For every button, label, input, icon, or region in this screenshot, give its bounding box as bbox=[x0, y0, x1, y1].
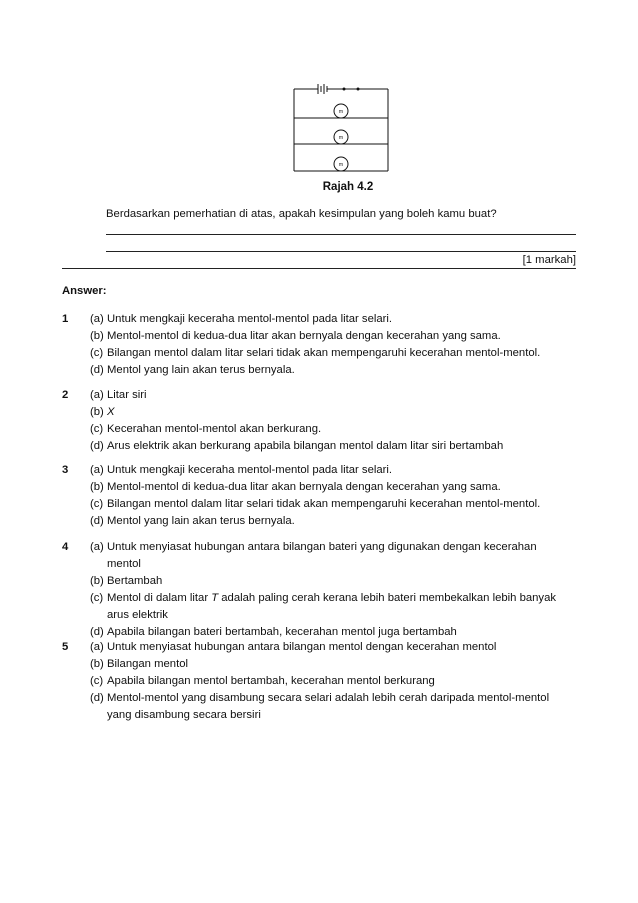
item-text: adalah paling cerah kerana lebih bateri membekalkan lebih banyak bbox=[218, 592, 557, 604]
item-label: (b) bbox=[90, 575, 104, 587]
answer-item bbox=[90, 347, 540, 359]
item-text: Litar siri bbox=[107, 389, 147, 401]
answer-item bbox=[90, 440, 503, 452]
item-text: T bbox=[211, 592, 219, 604]
item-text: Untuk mengkaji keceraha mentol-mentol pada litar selari. bbox=[107, 313, 393, 325]
answer-item bbox=[90, 692, 549, 704]
item-label: (b) bbox=[90, 481, 104, 493]
answer-number: 1 bbox=[62, 313, 69, 325]
divider bbox=[62, 268, 576, 269]
item-text: Bilangan mentol bbox=[107, 658, 189, 670]
circuit-diagram bbox=[286, 80, 398, 180]
answer-item bbox=[90, 592, 556, 604]
item-label: (a) bbox=[90, 641, 104, 653]
item-text-continued: mentol bbox=[107, 558, 141, 570]
item-label: (b) bbox=[90, 330, 104, 342]
switch-contact bbox=[343, 88, 346, 91]
item-text: Mentol di dalam litar bbox=[107, 592, 212, 604]
question-text: Berdasarkan pemerhatian di atas, apakah kesimpulan yang boleh kamu buat? bbox=[106, 208, 497, 220]
answer-item bbox=[90, 541, 537, 553]
item-text: Apabila bilangan mentol bertambah, kecerahan mentol berkurang bbox=[107, 675, 435, 687]
item-label: (a) bbox=[90, 464, 104, 476]
answer-item bbox=[90, 675, 435, 687]
item-label: (d) bbox=[90, 440, 104, 452]
bulb-label: m bbox=[338, 109, 344, 115]
item-label: (d) bbox=[90, 515, 104, 527]
item-text: Apabila bilangan bateri bertambah, kecerahan mentol juga bertambah bbox=[107, 626, 457, 638]
item-text: Mentol yang lain akan terus bernyala. bbox=[107, 364, 295, 376]
item-text: Mentol-mentol di kedua-dua litar akan bernyala dengan kecerahan yang sama. bbox=[107, 481, 501, 493]
item-label: (b) bbox=[90, 406, 104, 418]
item-text: X bbox=[107, 406, 115, 418]
bulb-label: m bbox=[338, 135, 344, 141]
item-text: Mentol-mentol yang disambung secara selari adalah lebih cerah daripada mentol-mentol bbox=[107, 692, 550, 704]
answer-item bbox=[90, 481, 501, 493]
answer-item bbox=[90, 364, 295, 376]
item-label: (c) bbox=[90, 592, 104, 604]
item-label: (c) bbox=[90, 675, 104, 687]
item-text-continued: yang disambung secara bersiri bbox=[107, 709, 261, 721]
item-label: (d) bbox=[90, 692, 104, 704]
item-label: (c) bbox=[90, 423, 104, 435]
item-text: Bilangan mentol dalam litar selari tidak akan mempengaruhi kecerahan mentol-mentol. bbox=[107, 347, 541, 359]
answer-item bbox=[90, 498, 540, 510]
bulb-label: m bbox=[338, 162, 344, 168]
answer-item bbox=[90, 464, 392, 476]
item-label: (d) bbox=[90, 364, 104, 376]
item-text: Mentol-mentol di kedua-dua litar akan bernyala dengan kecerahan yang sama. bbox=[107, 330, 501, 342]
item-label: (c) bbox=[90, 498, 104, 510]
item-text: Arus elektrik akan berkurang apabila bilangan mentol dalam litar siri bertambah bbox=[107, 440, 504, 452]
answer-number: 2 bbox=[62, 389, 69, 401]
answer-line bbox=[106, 251, 576, 252]
answer-item bbox=[90, 406, 115, 418]
item-text: Kecerahan mentol-mentol akan berkurang. bbox=[107, 423, 322, 435]
answer-item bbox=[90, 641, 496, 653]
answer-heading: Answer: bbox=[62, 285, 107, 297]
item-label: (a) bbox=[90, 313, 104, 325]
item-text: Untuk menyiasat hubungan antara bilangan mentol dengan kecerahan mentol bbox=[107, 641, 497, 653]
item-text: Untuk mengkaji keceraha mentol-mentol pada litar selari. bbox=[107, 464, 393, 476]
item-label: (b) bbox=[90, 658, 104, 670]
answer-number: 4 bbox=[62, 541, 69, 553]
item-label: (c) bbox=[90, 347, 104, 359]
answer-item bbox=[90, 330, 501, 342]
answer-item bbox=[90, 423, 321, 435]
answer-item bbox=[90, 575, 162, 587]
item-label: (a) bbox=[90, 541, 104, 553]
marks-label: [1 markah] bbox=[522, 254, 576, 266]
item-label: (a) bbox=[90, 389, 104, 401]
item-text: Mentol yang lain akan terus bernyala. bbox=[107, 515, 295, 527]
item-text: Bertambah bbox=[107, 575, 163, 587]
answer-item bbox=[90, 515, 295, 527]
answer-number: 3 bbox=[62, 464, 69, 476]
item-text: Untuk menyiasat hubungan antara bilangan bateri yang digunakan dengan kecerahan bbox=[107, 541, 537, 553]
answer-item bbox=[90, 389, 147, 401]
answer-line bbox=[106, 234, 576, 235]
item-text: Bilangan mentol dalam litar selari tidak akan mempengaruhi kecerahan mentol-mentol. bbox=[107, 498, 541, 510]
answer-number: 5 bbox=[62, 641, 69, 653]
item-text-continued: arus elektrik bbox=[107, 609, 168, 621]
item-label: (d) bbox=[90, 626, 104, 638]
answer-item bbox=[90, 313, 392, 325]
answer-item bbox=[90, 658, 188, 670]
answer-item bbox=[90, 626, 457, 638]
figure-caption: Rajah 4.2 bbox=[322, 181, 374, 193]
switch-contact bbox=[357, 88, 360, 91]
